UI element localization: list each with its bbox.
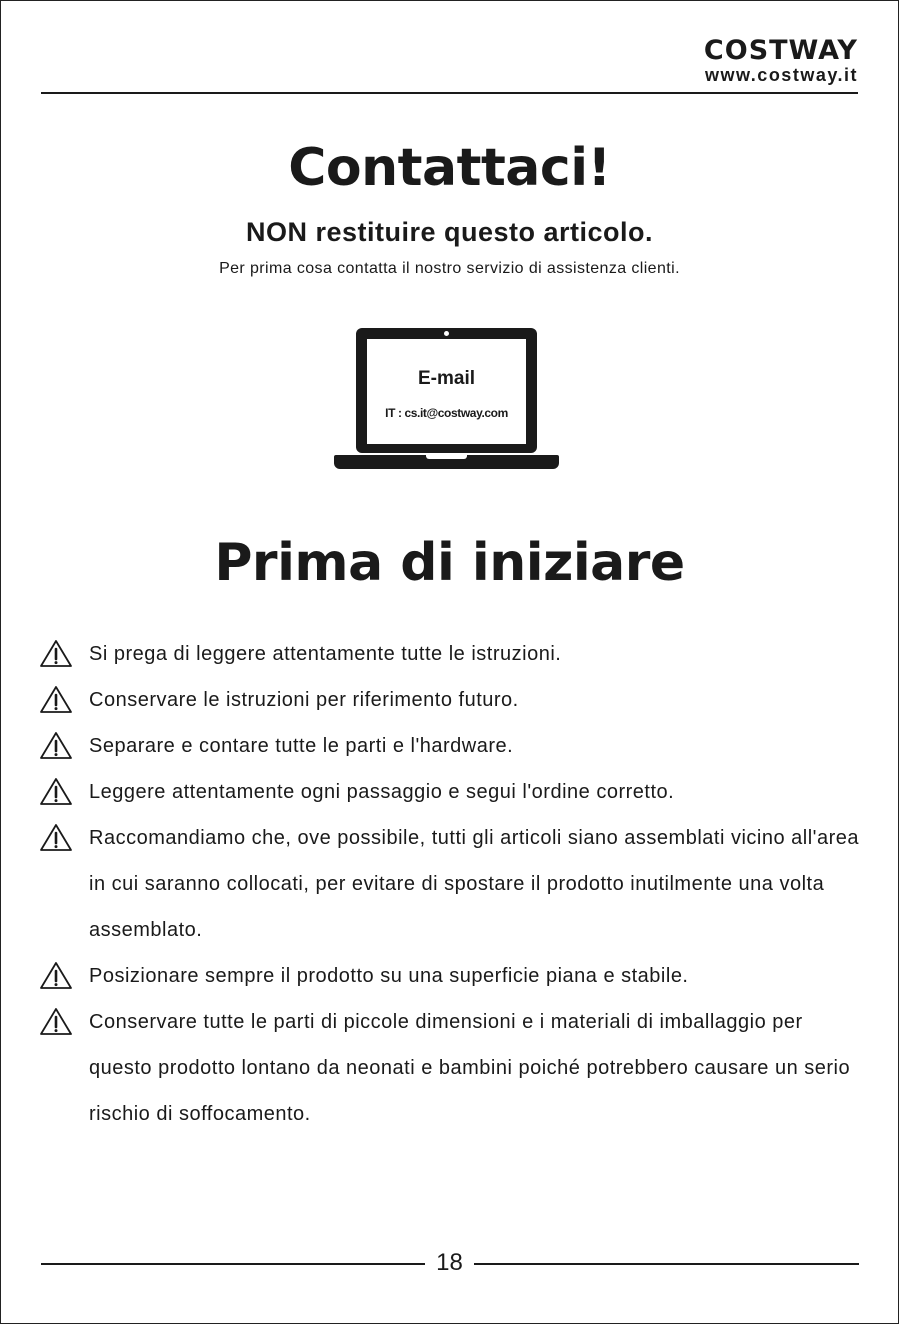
warning-triangle-icon [39,777,73,807]
footer-divider-right [474,1263,859,1265]
brand-url: www.costway.it [704,65,858,85]
contact-note: Per prima cosa contatta il nostro servizio di assistenza clienti. [219,260,680,277]
instruction-text: Raccomandiamo che, ove possibile, tutti gli articoli siano assemblati vicino all'area in cui saranno collocati, per evitare di spostare il prodotto inutilmente una volta assemblato. [89,827,859,941]
warning-triangle-icon [39,731,73,761]
instruction-list [39,631,864,1137]
email-address: IT : cs.it@costway.com [385,406,508,420]
email-label: E-mail [417,368,476,389]
instruction-item [39,815,864,953]
laptop-display [367,339,526,444]
instruction-text: Posizionare sempre il prodotto su una superficie piana e stabile. [89,965,689,987]
instruction-text: Separare e contare tutte le parti e l'hardware. [89,735,514,757]
warning-triangle-icon [39,961,73,991]
laptop-camera [444,331,449,336]
instruction-text: Si prega di leggere attentamente tutte le istruzioni. [89,643,562,665]
instruction-item [39,999,864,1137]
instruction-item [39,953,864,999]
laptop-icon [334,328,559,470]
instruction-text: Leggere attentamente ogni passaggio e segui l'ordine corretto. [89,781,675,803]
instruction-text: Conservare tutte le parti di piccole dimensioni e i materiali di imballaggio per questo prodotto lontano da neonati e bambini poiché potrebbero causare un serio rischio di soffocamento. [89,1011,851,1125]
instruction-item [39,723,864,769]
instruction-item [39,631,864,677]
warning-triangle-icon [39,639,73,669]
before-start-title: Prima di iniziare [214,533,685,593]
contact-title: Contattaci! [288,138,611,198]
instruction-item [39,677,864,723]
warning-triangle-icon [39,1007,73,1037]
laptop-base [334,455,559,469]
warning-triangle-icon [39,685,73,715]
footer-divider-left [41,1263,425,1265]
do-not-return-notice: NON restituire questo articolo. [245,217,654,247]
laptop-screen [356,328,537,453]
warning-triangle-icon [39,823,73,853]
instruction-item [39,769,864,815]
brand-logo: COSTWAY [703,35,858,66]
laptop-notch [426,455,467,459]
brand-block [704,37,858,85]
instruction-text: Conservare le istruzioni per riferimento futuro. [89,689,519,711]
page-number: 18 [436,1249,463,1276]
header-divider [41,92,858,94]
